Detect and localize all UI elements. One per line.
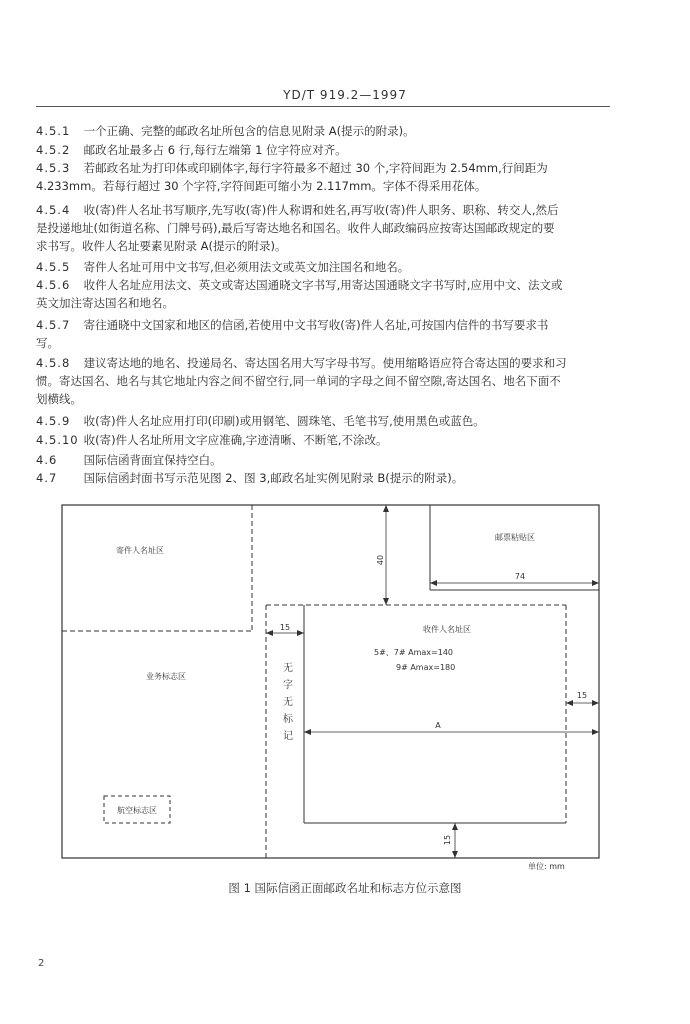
clause-text: 寄件人名址可用中文书写,但必须用法文或英文加注国名和地名。 xyxy=(83,260,410,274)
clause-text: 写。 xyxy=(36,336,59,350)
clause-text: 收件人名址应用法文、英文或寄达国通晓文字书写,用寄达国通晓文字书写时,应用中文、法文或 xyxy=(83,278,563,292)
dim-a-label: A xyxy=(435,721,441,730)
no-mark-char: 标 xyxy=(283,714,293,725)
clause-number: 4.5.3 xyxy=(36,161,71,175)
clause-number: 4.7 xyxy=(36,471,58,485)
clause-text: 求书写。收件人名址要素见附录 A(提示的附录)。 xyxy=(36,239,287,253)
clause-text: 国际信函背面宜保持空白。 xyxy=(83,453,222,467)
clause-text: 是投递地址(如街道名称、门牌号码),最后写寄达地名和国名。收件人邮政编码应按寄达国邮政规定的要 xyxy=(36,221,555,235)
clause-number: 4.5.8 xyxy=(36,356,71,370)
business-zone-label: 业务标志区 xyxy=(146,672,186,681)
clause-text: 国际信函封面书写示范见图 2、图 3,邮政名址实例见附录 B(提示的附录)。 xyxy=(83,471,464,485)
font-spec-1: 5#、7# Amax=140 xyxy=(374,648,454,657)
clause-text: 惯。寄达国名、地名与其它地址内容之间不留空行,同一单词的字母之间不留空隙,寄达国名、地名下面不 xyxy=(36,374,561,388)
clause-number: 4.5.5 xyxy=(36,260,71,274)
clause-number: 4.5.9 xyxy=(36,414,71,428)
dim-15-right-label: 15 xyxy=(576,691,588,700)
no-mark-zone-label xyxy=(278,660,298,745)
page-number: 2 xyxy=(38,958,45,969)
clause-number: 4.5.1 xyxy=(36,124,71,138)
clause-number: 4.5.10 xyxy=(36,433,79,447)
clause-number: 4.5.4 xyxy=(36,203,71,217)
stamp-zone-label: 邮票粘贴区 xyxy=(495,533,535,542)
clause-number: 4.6 xyxy=(36,453,58,467)
clause-text: 寄往通晓中文国家和地区的信函,若使用中文书写收(寄)件人名址,可按国内信件的书写要求书 xyxy=(83,318,549,332)
font-spec-2: 9# Amax=180 xyxy=(396,663,456,672)
figure-caption: 图 1 国际信函正面邮政名址和标志方位示意图 xyxy=(228,881,462,895)
dim-40-label: 40 xyxy=(376,554,385,566)
no-mark-char: 记 xyxy=(283,731,293,742)
sender-zone-label: 寄件人名址区 xyxy=(116,546,164,555)
clause-number: 4.5.6 xyxy=(36,278,71,292)
dim-74-label: 74 xyxy=(514,572,526,581)
clause-text: 英文加注寄达国名和地名。 xyxy=(36,296,174,310)
clause-text: 收(寄)件人名址应用打印(印刷)或用钢笔、圆珠笔、毛笔书写,使用黑色或蓝色。 xyxy=(83,414,485,428)
clause-text: 收(寄)件人名址所用文字应准确,字迹清晰、不断笔,不涂改。 xyxy=(83,433,388,447)
clause-text: 邮政名址最多占 6 行,每行左端第 1 位字符应对齐。 xyxy=(83,143,347,157)
clause-text: 一个正确、完整的邮政名址所包含的信息见附录 A(提示的附录)。 xyxy=(83,124,415,138)
clause-text: 4.233mm。若每行超过 30 个字符,字符间距可缩小为 2.117mm。字体不得采用花体。 xyxy=(36,179,487,193)
clause-text: 建议寄达地的地名、投递局名、寄达国名用大写字母书写。使用缩略语应符合寄达国的要求和习 xyxy=(83,356,567,370)
clause-text: 划横线。 xyxy=(36,392,82,406)
no-mark-char: 无 xyxy=(283,697,293,708)
standard-number: YD/T 919.2—1997 xyxy=(283,88,407,102)
dim-15-bottom-label: 15 xyxy=(443,834,452,846)
recipient-zone-label: 收件人名址区 xyxy=(423,625,471,634)
airmail-zone-label: 航空标志区 xyxy=(117,806,157,815)
unit-label: 单位: mm xyxy=(528,862,565,871)
no-mark-char: 字 xyxy=(283,680,293,691)
clause-text: 若邮政名址为打印体或印刷体字,每行字符最多不超过 30 个,字符间距为 2.54mm,行间距为 xyxy=(83,161,548,175)
dim-15-left-label: 15 xyxy=(279,623,291,632)
clause-text: 收(寄)件人名址书写顺序,先写收(寄)件人称谓和姓名,再写收(寄)件人职务、职称、转交人,然后 xyxy=(83,203,559,217)
clause-number: 4.5.7 xyxy=(36,318,71,332)
no-mark-char: 无 xyxy=(283,663,293,674)
clause-number: 4.5.2 xyxy=(36,143,71,157)
